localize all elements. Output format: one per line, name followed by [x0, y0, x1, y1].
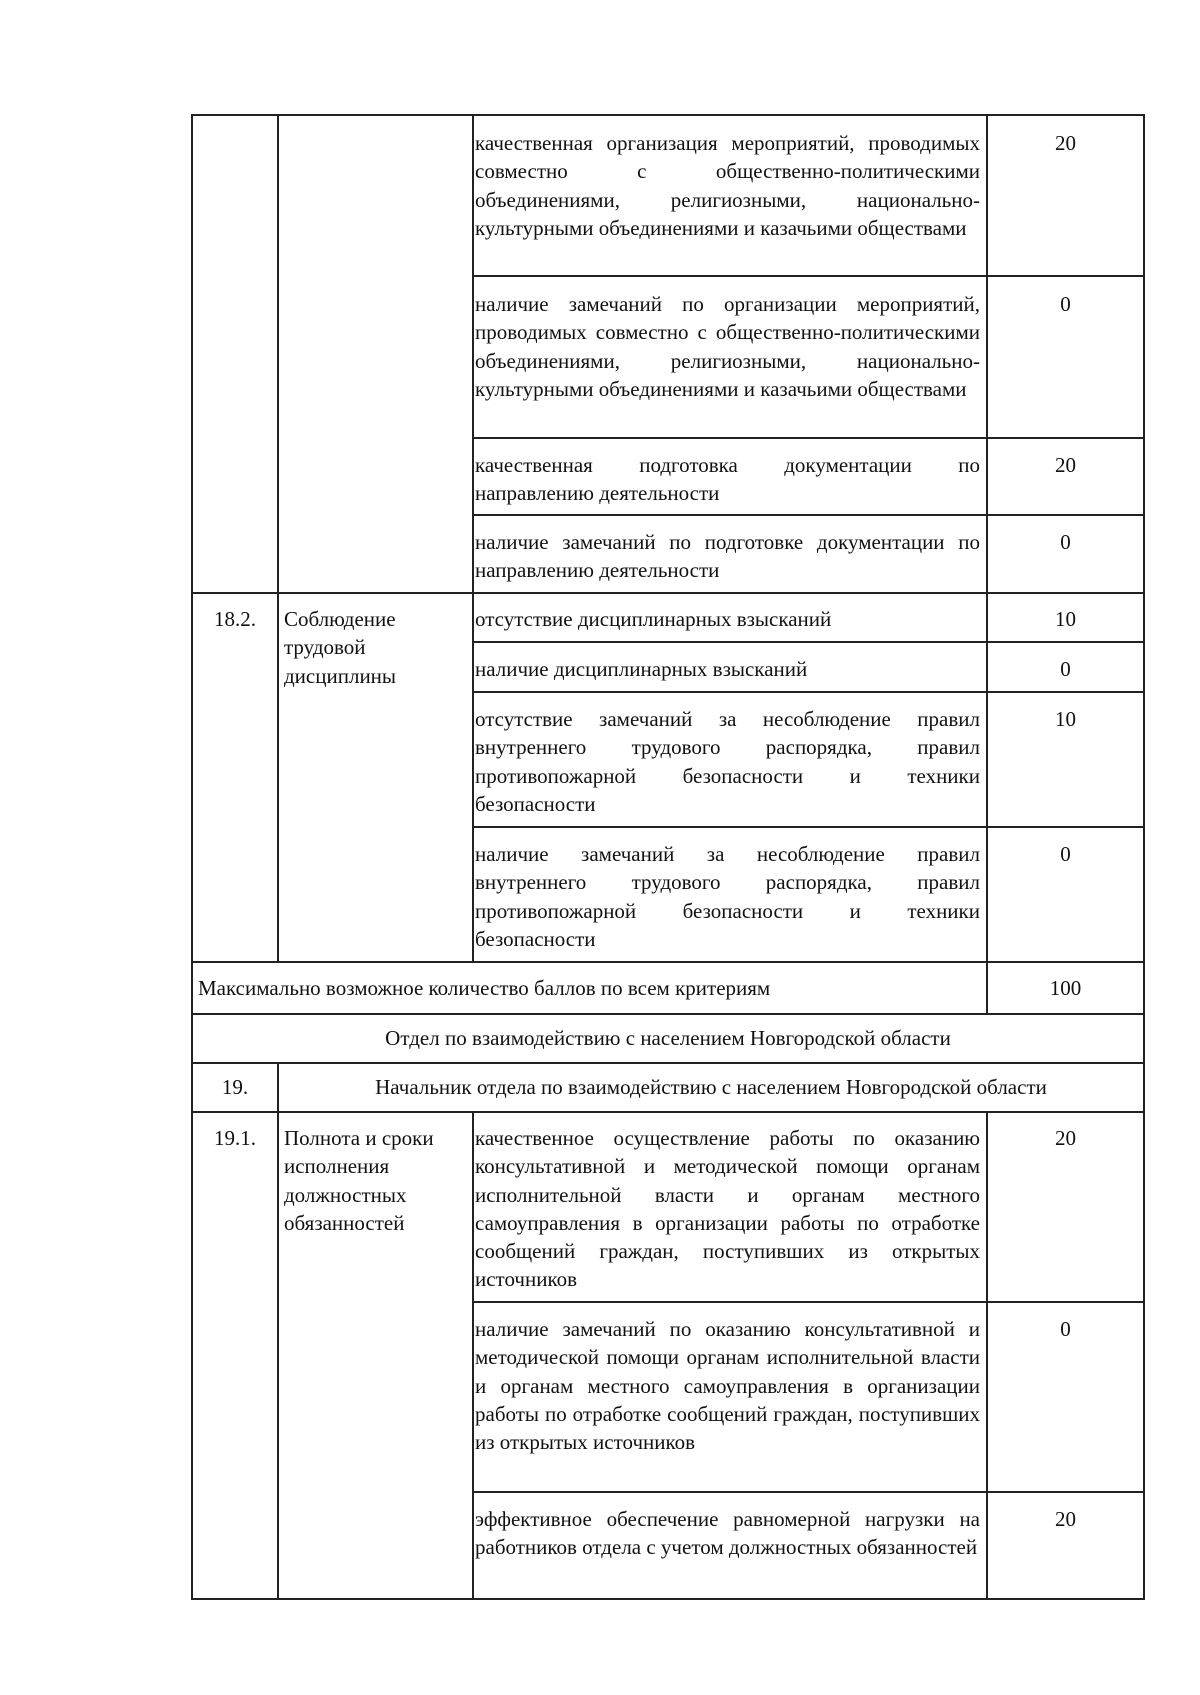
col-divider — [277, 114, 279, 963]
points-value: 0 — [1060, 292, 1071, 316]
col-divider — [472, 114, 474, 963]
criterion-text: качественная подготовка документации по направлению деятельности — [475, 453, 980, 506]
criterion-text: качественная организация мероприятий, проводимых совместно с общественно-политическими объединениями, религиозными, национально-культурными объединениями и казачьими обществами — [475, 131, 980, 240]
row-divider — [472, 437, 1145, 439]
points-value: 0 — [1060, 842, 1071, 866]
criterion-text: наличие дисциплинарных взысканий — [475, 657, 808, 681]
criterion-text: наличие замечаний по оказанию консультативной и методической помощи органам исполнительной власти и органам местного самоуправления в организации работы по отработке сообщений граждан, поступивших из открытых источников — [475, 1317, 980, 1455]
table-border-right — [1143, 114, 1145, 1600]
col-divider — [277, 1062, 279, 1600]
row-divider — [472, 826, 1145, 828]
row-divider — [472, 691, 1145, 693]
row-divider — [472, 1301, 1145, 1303]
criterion-text: наличие замечаний по подготовке документации по направлению деятельности — [475, 530, 980, 583]
row-divider — [191, 1111, 1145, 1113]
row-divider — [472, 1491, 1145, 1493]
section-heading: Отдел по взаимодействию с населением Новгородской области — [385, 1026, 951, 1050]
criterion-text: наличие замечаний по организации мероприятий, проводимых совместно с общественно-политическими объединениями, религиозными, национально-культурными объединениями и казачьими обществами — [475, 292, 980, 401]
row-divider — [472, 641, 1145, 643]
criterion-text: наличие замечаний за несоблюдение правил внутреннего трудового распорядка, правил противопожарной безопасности и техники безопасности — [475, 842, 980, 951]
row-divider — [191, 1013, 1145, 1015]
row-divider — [472, 275, 1145, 277]
points-value: 20 — [1055, 1507, 1076, 1531]
position-number: 19. — [221, 1075, 249, 1099]
col-divider — [472, 1111, 474, 1600]
points-value: 20 — [1055, 453, 1076, 477]
table-border-bottom — [191, 1598, 1145, 1600]
max-score-value: 100 — [1049, 976, 1082, 1000]
points-value: 20 — [1055, 1126, 1076, 1150]
item-title: Соблюдение трудовой дисциплины — [284, 607, 397, 688]
item-title: Полнота и сроки исполнения должностных обязанностей — [284, 1126, 434, 1235]
table-border-top — [191, 114, 1145, 116]
max-score-label: Максимально возможное количество баллов по всем критериям — [198, 976, 771, 1000]
points-value: 20 — [1055, 131, 1076, 155]
criterion-text: отсутствие дисциплинарных взысканий — [475, 607, 832, 631]
row-divider — [191, 592, 1145, 594]
points-value: 10 — [1055, 607, 1076, 631]
criterion-text: качественное осуществление работы по оказанию консультативной и методической помощи органам исполнительной власти и органам местного самоуправления в организации работы по отработке сообщений граждан, поступивших из открытых источников — [475, 1126, 980, 1292]
points-value: 0 — [1060, 657, 1071, 681]
row-divider — [472, 514, 1145, 516]
points-value: 0 — [1060, 530, 1071, 554]
criterion-text: эффективное обеспечение равномерной нагрузки на работников отдела с учетом должностных обязанностей — [475, 1507, 980, 1560]
criterion-text: отсутствие замечаний за несоблюдение правил внутреннего трудового распорядка, правил противопожарной безопасности и техники безопасности — [475, 707, 980, 816]
row-divider — [191, 961, 1145, 963]
col-divider — [986, 114, 988, 1013]
table-border-left — [191, 114, 193, 1600]
row-divider — [191, 1062, 1145, 1064]
item-number: 19.1. — [214, 1126, 256, 1150]
item-number: 18.2. — [214, 607, 256, 631]
points-value: 10 — [1055, 707, 1076, 731]
points-value: 0 — [1060, 1317, 1071, 1341]
position-title: Начальник отдела по взаимодействию с населением Новгородской области — [375, 1075, 1047, 1099]
